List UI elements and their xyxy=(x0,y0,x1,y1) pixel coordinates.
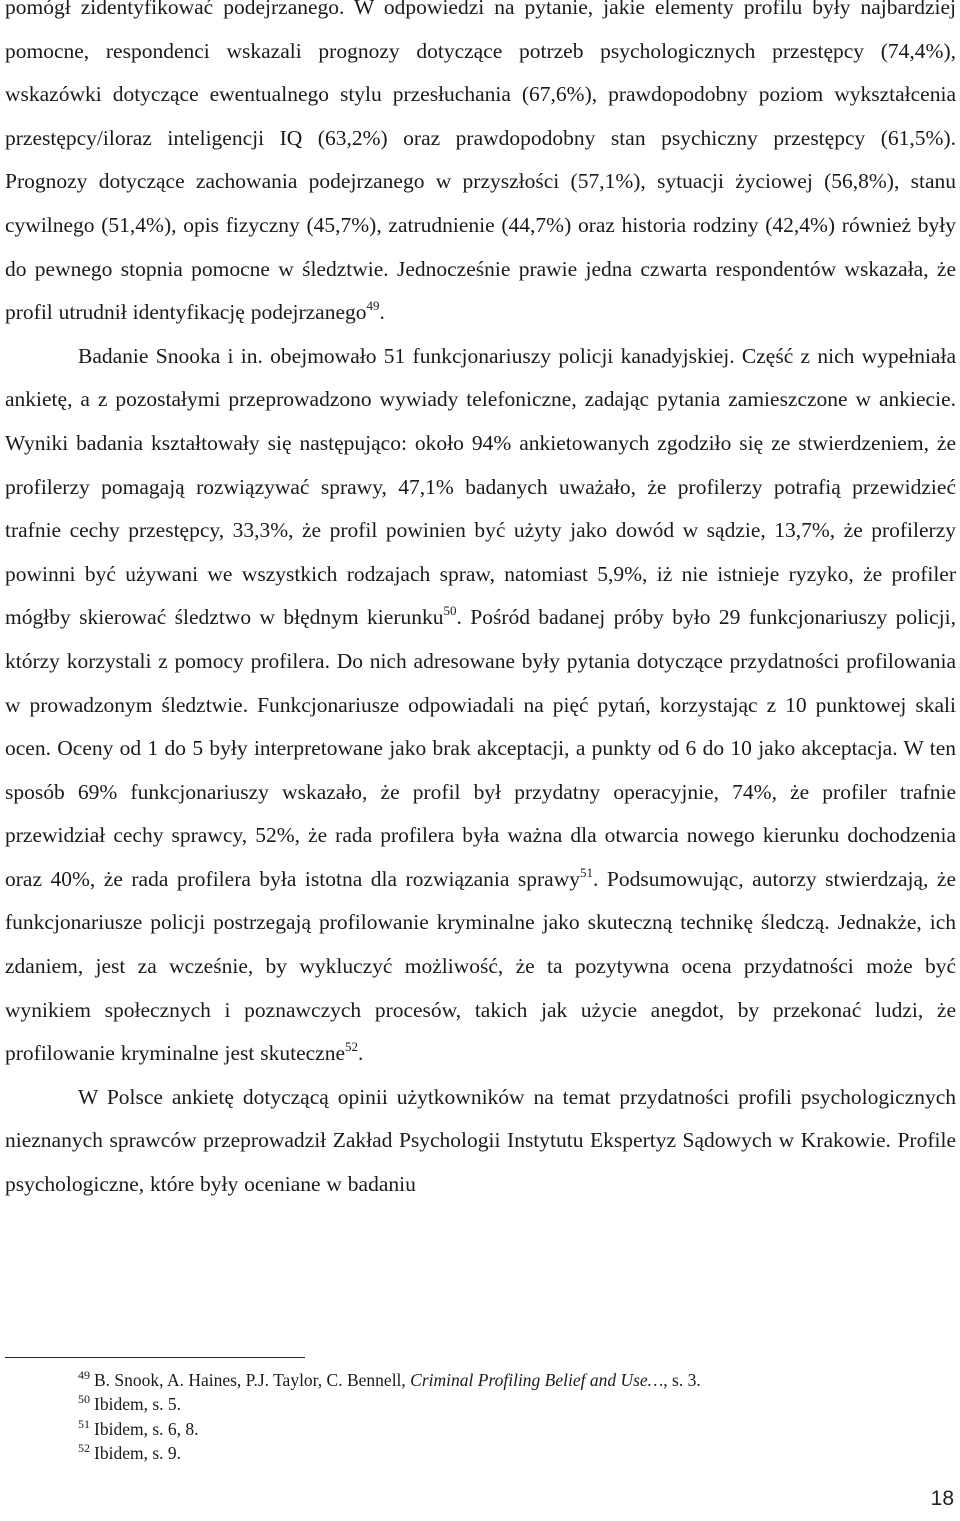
footnote-text: B. Snook, A. Haines, P.J. Taylor, C. Bennell, xyxy=(94,1370,411,1390)
paragraph xyxy=(5,1076,956,1207)
footnote-reference[interactable]: 50 xyxy=(443,603,457,619)
paragraph-text: pomógł zidentyfikować podejrzanego. W odpowiedzi na pytanie, jakie elementy profilu były najbardziej pomocne, respondenci wskazali prognozy dotyczące potrzeb psychologicznych przestępcy (74,4%), wskazówki dotyczące ewentualnego stylu przesłuchania (67,6%), prawdopodobny poziom wykształcenia przestępcy/iloraz inteligencji IQ (63,2%) oraz prawdopodobny stan psychiczny przestępcy (61,5%). Prognozy dotyczące zachowania podejrzanego w przyszłości (57,1%), sytuacji życiowej (56,8%), stanu cywilnego (51,4%), opis fizyczny (45,7%), zatrudnienie (44,7%) oraz historia rodziny (42,4%) również były do pewnego stopnia pomocne w śledztwie. Jednocześnie prawie jedna czwarta respondentów wskazała, że profil utrudnił identyfikację podejrzanego xyxy=(5,0,956,325)
paragraph-text: Badanie Snooka i in. obejmowało 51 funkcjonariuszy policji kanadyjskiej. Część z nich wypełniała ankietę, a z pozostałymi przeprowadzono wywiady telefoniczne, zadając pytania zamieszczone w ankiecie. Wyniki badania kształtowały się następująco: około 94% ankietowanych zgodziło się ze stwierdzeniem, że profilerzy pomagają rozwiązywać sprawy, 47,1% badanych uważało, że profilerzy potrafią przewidzieć trafnie cechy przestępcy, 33,3%, że profil powinien być użyty jako dowód w sądzie, 13,7%, że profilerzy powinni być używani we wszystkich rodzajach spraw, natomiast 5,9%, iż nie istnieje ryzyko, że profiler mógłby skierować śledztwo w błędnym kierunku xyxy=(5,343,956,630)
footnote-number: 51 xyxy=(78,1416,90,1431)
footnote-reference[interactable]: 49 xyxy=(366,298,380,314)
footnote-text: Ibidem, s. 6, 8. xyxy=(94,1418,199,1439)
footnote-text: Ibidem, s. 9. xyxy=(94,1442,182,1463)
footnote-title: Criminal Profiling Belief and Use… xyxy=(410,1370,664,1390)
footnote-text: Ibidem, s. 5. xyxy=(94,1394,182,1415)
paragraph-text: . xyxy=(379,300,385,325)
body-text xyxy=(5,0,956,1207)
footnote xyxy=(78,1417,938,1441)
paragraph-text: . Pośród badanej próby było 29 funkcjonariuszy policji, którzy korzystali z pomocy profilera. Do nich adresowane były pytania dotyczące przydatności profilowania w prowadzonym śledztwie. Funkcjonariusze odpowiadali na pięć pytań, korzystając z 10 punktowej skali ocen. Oceny od 1 do 5 były interpretowane jako brak akceptacji, a punkty od 6 do 10 jako akceptacja. W ten sposób 69% funkcjonariuszy wskazało, że profil był przydatny operacyjnie, 74%, że profiler trafnie przewidział cechy sprawcy, 52%, że rada profilera była ważna dla otwarcia nowego kierunku dochodzenia oraz 40%, że rada profilera była istotna dla rozwiązania sprawy xyxy=(5,605,956,891)
footnote-text-after: , s. 3. xyxy=(663,1370,701,1390)
footnote-separator xyxy=(5,1357,305,1358)
footnote xyxy=(78,1441,938,1465)
footnote-number: 52 xyxy=(78,1440,90,1455)
footnote-reference[interactable]: 52 xyxy=(345,1039,359,1055)
page-number: 18 xyxy=(930,1487,954,1510)
footnote xyxy=(78,1392,938,1416)
paragraph xyxy=(5,335,956,1076)
footnote xyxy=(78,1368,938,1392)
paragraph-text: . Podsumowując, autorzy stwierdzają, że funkcjonariusze policji postrzegają profilowanie kryminalne jako skuteczną technikę śledczą. Jednakże, ich zdaniem, jest za wcześnie, by wykluczyć możliwość, że ta pozytywna ocena przydatności może być wynikiem społecznych i poznawczych procesów, takich jak użycie anegdot, by przekonać ludzi, że profilowanie kryminalne jest skuteczne xyxy=(5,866,956,1066)
footnote-number: 50 xyxy=(78,1392,90,1407)
footnote-number: 49 xyxy=(78,1368,90,1382)
paragraph xyxy=(5,0,956,335)
footnotes xyxy=(78,1368,938,1465)
footnote-reference[interactable]: 51 xyxy=(580,864,593,880)
paragraph-text: . xyxy=(358,1041,364,1066)
paragraph-text: W Polsce ankietę dotyczącą opinii użytkowników na temat przydatności profili psychologicznych nieznanych sprawców przeprowadził Zakład Psychologii Instytutu Ekspertyz Sądowych w Krakowie. Profile psychologiczne, które były oceniane w badaniu xyxy=(5,1084,956,1197)
